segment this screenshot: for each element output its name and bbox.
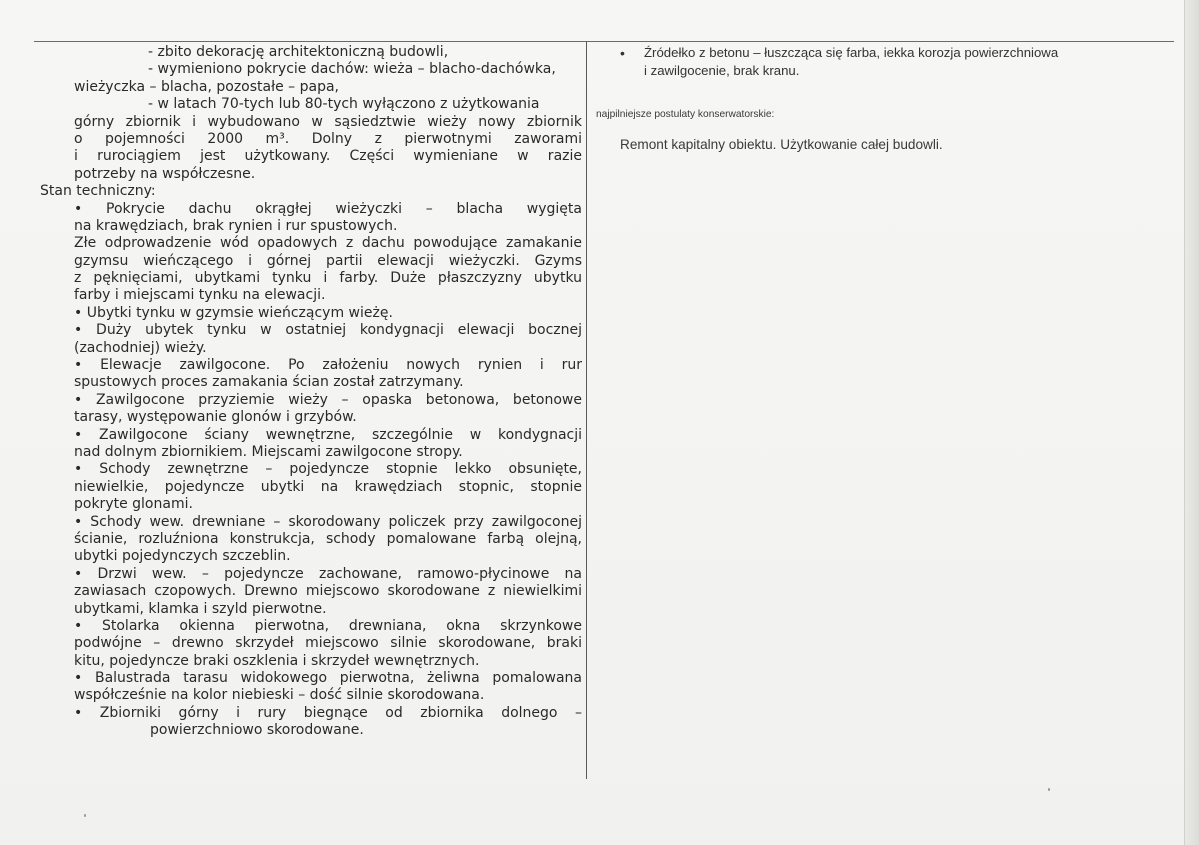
text-line: • Pokrycie dachu okrągłej wieżyczki – blacha wygięta	[74, 200, 582, 217]
text-line: nad dolnym zbiornikiem. Miejscami zawilgocone stropy.	[74, 443, 463, 460]
text-line: o pojemności 2000 m³. Dolny z pierwotnymi zaworami	[74, 130, 582, 147]
text-line: potrzeby na współczesne.	[74, 165, 256, 182]
postulates-label: najpilniejsze postulaty konserwatorskie:	[596, 109, 775, 120]
text-line: • Zbiorniki górny i rury biegnące od zbiornika dolnego –	[74, 704, 582, 721]
text-line: pokryte glonami.	[74, 496, 193, 513]
text-line: powierzchniowo skorodowane.	[150, 722, 364, 739]
fountain-condition-text	[644, 44, 1154, 80]
text-line: - zbito dekorację architektoniczną budowli,	[148, 44, 449, 60]
text-line: spustowych proces zamakania ścian został zatrzymany.	[74, 374, 464, 391]
fountain-condition-line-2: i zawilgocenie, brak kranu.	[644, 63, 800, 78]
text-line: ścianie, rozluźniona konstrukcja, schody pomalowane farbą olejną,	[74, 530, 582, 547]
text-line: • Balustrada tarasu widokowego pierwotna, żeliwna pomalowana	[74, 670, 582, 687]
bullet-marker: •	[620, 45, 625, 61]
text-line: gzymsu wieńczącego i górnej partii elewacji wieżyczki. Gzyms	[74, 252, 582, 269]
text-line: ubytki pojedynczych szczeblin.	[74, 548, 291, 565]
text-line: zawiasach czopowych. Drewno miejscowo skorodowane z niewielkimi	[74, 583, 582, 600]
page-edge-shadow	[1184, 0, 1199, 845]
text-line: • Zawilgocone ściany wewnętrzne, szczególnie w kondygnacji	[74, 426, 582, 443]
text-line: • Drzwi wew. – pojedyncze zachowane, ramowo-płycinowe na	[74, 565, 582, 582]
paper-speck	[1048, 788, 1050, 791]
text-line: i rurociągiem jest użytkowany. Części wymieniane w razie	[74, 148, 582, 165]
text-line: • Duży ubytek tynku w ostatniej kondygnacji elewacji bocznej	[74, 322, 582, 339]
text-line: - w latach 70-tych lub 80-tych wyłączono z użytkowania	[148, 96, 540, 113]
column-divider	[586, 41, 587, 779]
text-line: tarasy, występowanie glonów i grzybów.	[74, 409, 357, 426]
text-line: górny zbiornik i wybudowano w sąsiedztwie wieży nowy zbiornik	[74, 113, 582, 130]
text-line: Złe odprowadzenie wód opadowych z dachu powodujące zamakanie	[74, 235, 582, 252]
text-line: ubytkami, klamka i szyld pierwotne.	[74, 600, 327, 617]
postulates-text: Remont kapitalny obiektu. Użytkowanie całej budowli.	[620, 137, 943, 152]
text-line: na krawędziach, brak rynien i rur spustowych.	[74, 217, 398, 234]
text-line: farby i miejscami tynku na elewacji.	[74, 287, 326, 304]
text-line: • Stolarka okienna pierwotna, drewniana, okna skrzynkowe	[74, 617, 582, 634]
text-line: • Ubytki tynku w gzymsie wieńczącym wieżę.	[74, 304, 393, 321]
text-line: (zachodniej) wieży.	[74, 339, 207, 356]
table-top-border	[34, 41, 1174, 42]
text-line: kitu, pojedyncze braki oszklenia i skrzydeł wewnętrznych.	[74, 652, 480, 669]
text-line: wieżyczka – blacha, pozostałe – papa,	[74, 78, 339, 95]
text-line: współcześnie na kolor niebieski – dość silnie skorodowana.	[74, 687, 485, 704]
paper-speck	[84, 814, 86, 817]
text-line: • Schody zewnętrzne – pojedyncze stopnie lekko obsunięte,	[74, 461, 582, 478]
text-line: niewielkie, pojedyncze ubytki na krawędziach stopnic, stopnie	[74, 478, 582, 495]
text-line: z pęknięciami, ubytkami tynku i farby. Duże płaszczyzny ubytku	[74, 270, 582, 287]
text-line: • Schody wew. drewniane – skorodowany policzek przy zawilgoconej	[74, 513, 582, 530]
text-line: • Elewacje zawilgocone. Po założeniu nowych rynien i rur	[74, 357, 582, 374]
text-line: Stan techniczny:	[40, 183, 156, 200]
fountain-condition-line-1: Źródełko z betonu – łuszcząca się farba, iekka korozja powierzchniowa	[644, 45, 1059, 60]
left-column-text	[40, 44, 582, 740]
text-line: • Zawilgocone przyziemie wieży – opaska betonowa, betonowe	[74, 391, 582, 408]
text-line: podwójne – drewno skrzydeł miejscowo silnie skorodowane, braki	[74, 635, 582, 652]
text-line: - wymieniono pokrycie dachów: wieża – blacho-dachówka,	[148, 61, 556, 78]
